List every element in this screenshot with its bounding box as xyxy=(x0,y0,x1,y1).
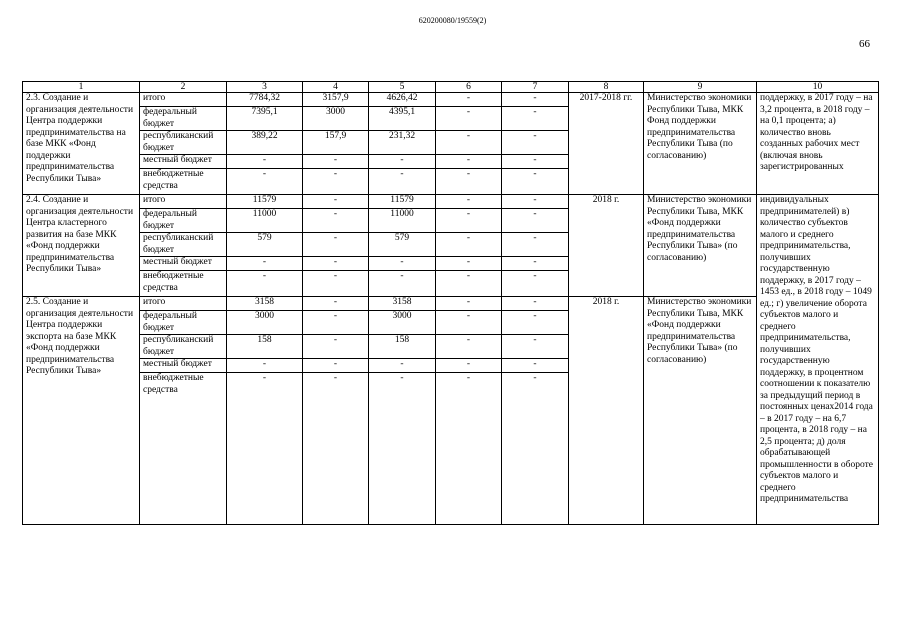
amount-cell: - xyxy=(303,359,369,373)
funding-source: местный бюджет xyxy=(140,257,227,271)
column-number-1: 1 xyxy=(23,82,140,93)
amount-cell: 3157,9 xyxy=(303,93,369,107)
amount-cell: - xyxy=(436,209,502,233)
amount-cell: - xyxy=(303,195,369,209)
amount-cell: - xyxy=(436,233,502,257)
amount-cell: - xyxy=(436,155,502,169)
funding-source: местный бюджет xyxy=(140,359,227,373)
expected-results-part2: индивидуальных предпринимателей) в) количество субъектов малого и среднего предпринимательства, получивших государственную поддержку, в 2017 году – 1453 ед., в 2018 году – 1049 ед.; г) увеличение оборота субъектов малого и среднего предпринимательства, получивших государственную поддержку, в процентном соотношении к показателю за предыдущий период в постоянных ценах2014 года – в 2017 году – на 6,7 процента, в 2018 году – на 2,5 процента; д) доля обрабатывающей промышленности в обороте субъектов малого и среднего предпринимательства xyxy=(757,195,879,525)
amount-cell: 158 xyxy=(227,335,303,359)
amount-cell: - xyxy=(369,359,436,373)
responsible-executor: Министерство экономики Республики Тыва, МКК Фонд поддержки предпринимательства Республики Тыва (по согласованию) xyxy=(644,93,757,195)
amount-cell: - xyxy=(227,271,303,297)
amount-cell: - xyxy=(502,271,569,297)
document-code: 620200080/19559(2) xyxy=(418,16,487,25)
amount-cell: - xyxy=(303,169,369,195)
amount-cell: 3000 xyxy=(303,107,369,131)
implementation-term: 2018 г. xyxy=(569,297,644,525)
amount-cell: 3000 xyxy=(369,311,436,335)
column-number-6: 6 xyxy=(436,82,502,93)
amount-cell: - xyxy=(227,169,303,195)
amount-cell: 579 xyxy=(369,233,436,257)
amount-cell: - xyxy=(502,195,569,209)
measure-description: 2.5. Создание и организация деятельности Центра поддержки экспорта на базе МКК «Фонд поддержки предпринимательства Республики Тыва» xyxy=(23,297,140,525)
funding-source: федеральный бюджет xyxy=(140,311,227,335)
amount-cell: 157,9 xyxy=(303,131,369,155)
measure-description: 2.4. Создание и организация деятельности Центра кластерного развития на базе МКК «Фонд поддержки предпринимательства Республики Тыва» xyxy=(23,195,140,297)
amount-cell: - xyxy=(369,169,436,195)
funding-source: внебюджетные средства xyxy=(140,373,227,525)
amount-cell: - xyxy=(303,233,369,257)
amount-cell: - xyxy=(502,335,569,359)
amount-cell: - xyxy=(436,131,502,155)
amount-cell: - xyxy=(303,297,369,311)
amount-cell: 4626,42 xyxy=(369,93,436,107)
amount-cell: 389,22 xyxy=(227,131,303,155)
implementation-term: 2017-2018 гг. xyxy=(569,93,644,195)
page-number: 66 xyxy=(859,38,870,50)
column-number-10: 10 xyxy=(757,82,879,93)
table-row xyxy=(23,195,879,209)
amount-cell: - xyxy=(502,155,569,169)
amount-cell: - xyxy=(369,155,436,169)
amount-cell: - xyxy=(303,257,369,271)
funding-source: республиканский бюджет xyxy=(140,233,227,257)
amount-cell: - xyxy=(502,373,569,525)
program-table xyxy=(22,81,879,525)
amount-cell: - xyxy=(436,311,502,335)
amount-cell: - xyxy=(227,373,303,525)
table-row xyxy=(23,93,879,107)
amount-cell: - xyxy=(436,195,502,209)
column-number-4: 4 xyxy=(303,82,369,93)
amount-cell: - xyxy=(436,297,502,311)
column-number-5: 5 xyxy=(369,82,436,93)
column-number-2: 2 xyxy=(140,82,227,93)
amount-cell: 11579 xyxy=(227,195,303,209)
funding-source: республиканский бюджет xyxy=(140,335,227,359)
responsible-executor: Министерство экономики Республики Тыва, МКК «Фонд поддержки предпринимательства Республики Тыва» (по согласованию) xyxy=(644,195,757,297)
amount-cell: - xyxy=(303,311,369,335)
amount-cell: - xyxy=(502,93,569,107)
funding-source: внебюджетные средства xyxy=(140,169,227,195)
amount-cell: 579 xyxy=(227,233,303,257)
column-number-8: 8 xyxy=(569,82,644,93)
amount-cell: - xyxy=(303,335,369,359)
funding-source: внебюджетные средства xyxy=(140,271,227,297)
amount-cell: 3158 xyxy=(227,297,303,311)
amount-cell: - xyxy=(502,297,569,311)
funding-source: республиканский бюджет xyxy=(140,131,227,155)
amount-cell: 11000 xyxy=(369,209,436,233)
amount-cell: 11000 xyxy=(227,209,303,233)
column-number-row xyxy=(23,82,879,93)
amount-cell: - xyxy=(303,155,369,169)
responsible-executor: Министерство экономики Республики Тыва, МКК «Фонд поддержки предпринимательства Республики Тыва» (по согласованию) xyxy=(644,297,757,525)
amount-cell: 11579 xyxy=(369,195,436,209)
amount-cell: 231,32 xyxy=(369,131,436,155)
amount-cell: - xyxy=(502,169,569,195)
amount-cell: - xyxy=(303,209,369,233)
amount-cell: - xyxy=(369,257,436,271)
amount-cell: - xyxy=(502,311,569,335)
expected-results-part1: поддержку, в 2017 году – на 3,2 процента, в 2018 году – на 0,1 процента; а) количество вновь созданных рабочих мест (включая вновь зарегистрированных xyxy=(757,93,879,195)
column-number-9: 9 xyxy=(644,82,757,93)
funding-source: федеральный бюджет xyxy=(140,209,227,233)
amount-cell: 7395,1 xyxy=(227,107,303,131)
funding-source: итого xyxy=(140,93,227,107)
amount-cell: 3158 xyxy=(369,297,436,311)
amount-cell: - xyxy=(436,271,502,297)
amount-cell: - xyxy=(227,155,303,169)
table-row xyxy=(23,297,879,311)
amount-cell: 3000 xyxy=(227,311,303,335)
amount-cell: - xyxy=(502,209,569,233)
amount-cell: - xyxy=(436,335,502,359)
amount-cell: - xyxy=(502,107,569,131)
amount-cell: - xyxy=(227,359,303,373)
amount-cell: - xyxy=(369,373,436,525)
amount-cell: - xyxy=(436,373,502,525)
amount-cell: 4395,1 xyxy=(369,107,436,131)
funding-source: итого xyxy=(140,297,227,311)
amount-cell: 158 xyxy=(369,335,436,359)
funding-source: итого xyxy=(140,195,227,209)
amount-cell: - xyxy=(502,257,569,271)
amount-cell: - xyxy=(502,359,569,373)
amount-cell: - xyxy=(227,257,303,271)
amount-cell: - xyxy=(502,131,569,155)
implementation-term: 2018 г. xyxy=(569,195,644,297)
amount-cell: - xyxy=(303,373,369,525)
funding-source: федеральный бюджет xyxy=(140,107,227,131)
amount-cell: - xyxy=(303,271,369,297)
amount-cell: - xyxy=(436,169,502,195)
amount-cell: 7784,32 xyxy=(227,93,303,107)
funding-source: местный бюджет xyxy=(140,155,227,169)
column-number-7: 7 xyxy=(502,82,569,93)
amount-cell: - xyxy=(436,359,502,373)
amount-cell: - xyxy=(436,107,502,131)
amount-cell: - xyxy=(502,233,569,257)
column-number-3: 3 xyxy=(227,82,303,93)
amount-cell: - xyxy=(369,271,436,297)
measure-description: 2.3. Создание и организация деятельности Центра поддержки предпринимательства на базе МКК «Фонд поддержки предпринимательства Республики Тыва» xyxy=(23,93,140,195)
amount-cell: - xyxy=(436,257,502,271)
amount-cell: - xyxy=(436,93,502,107)
